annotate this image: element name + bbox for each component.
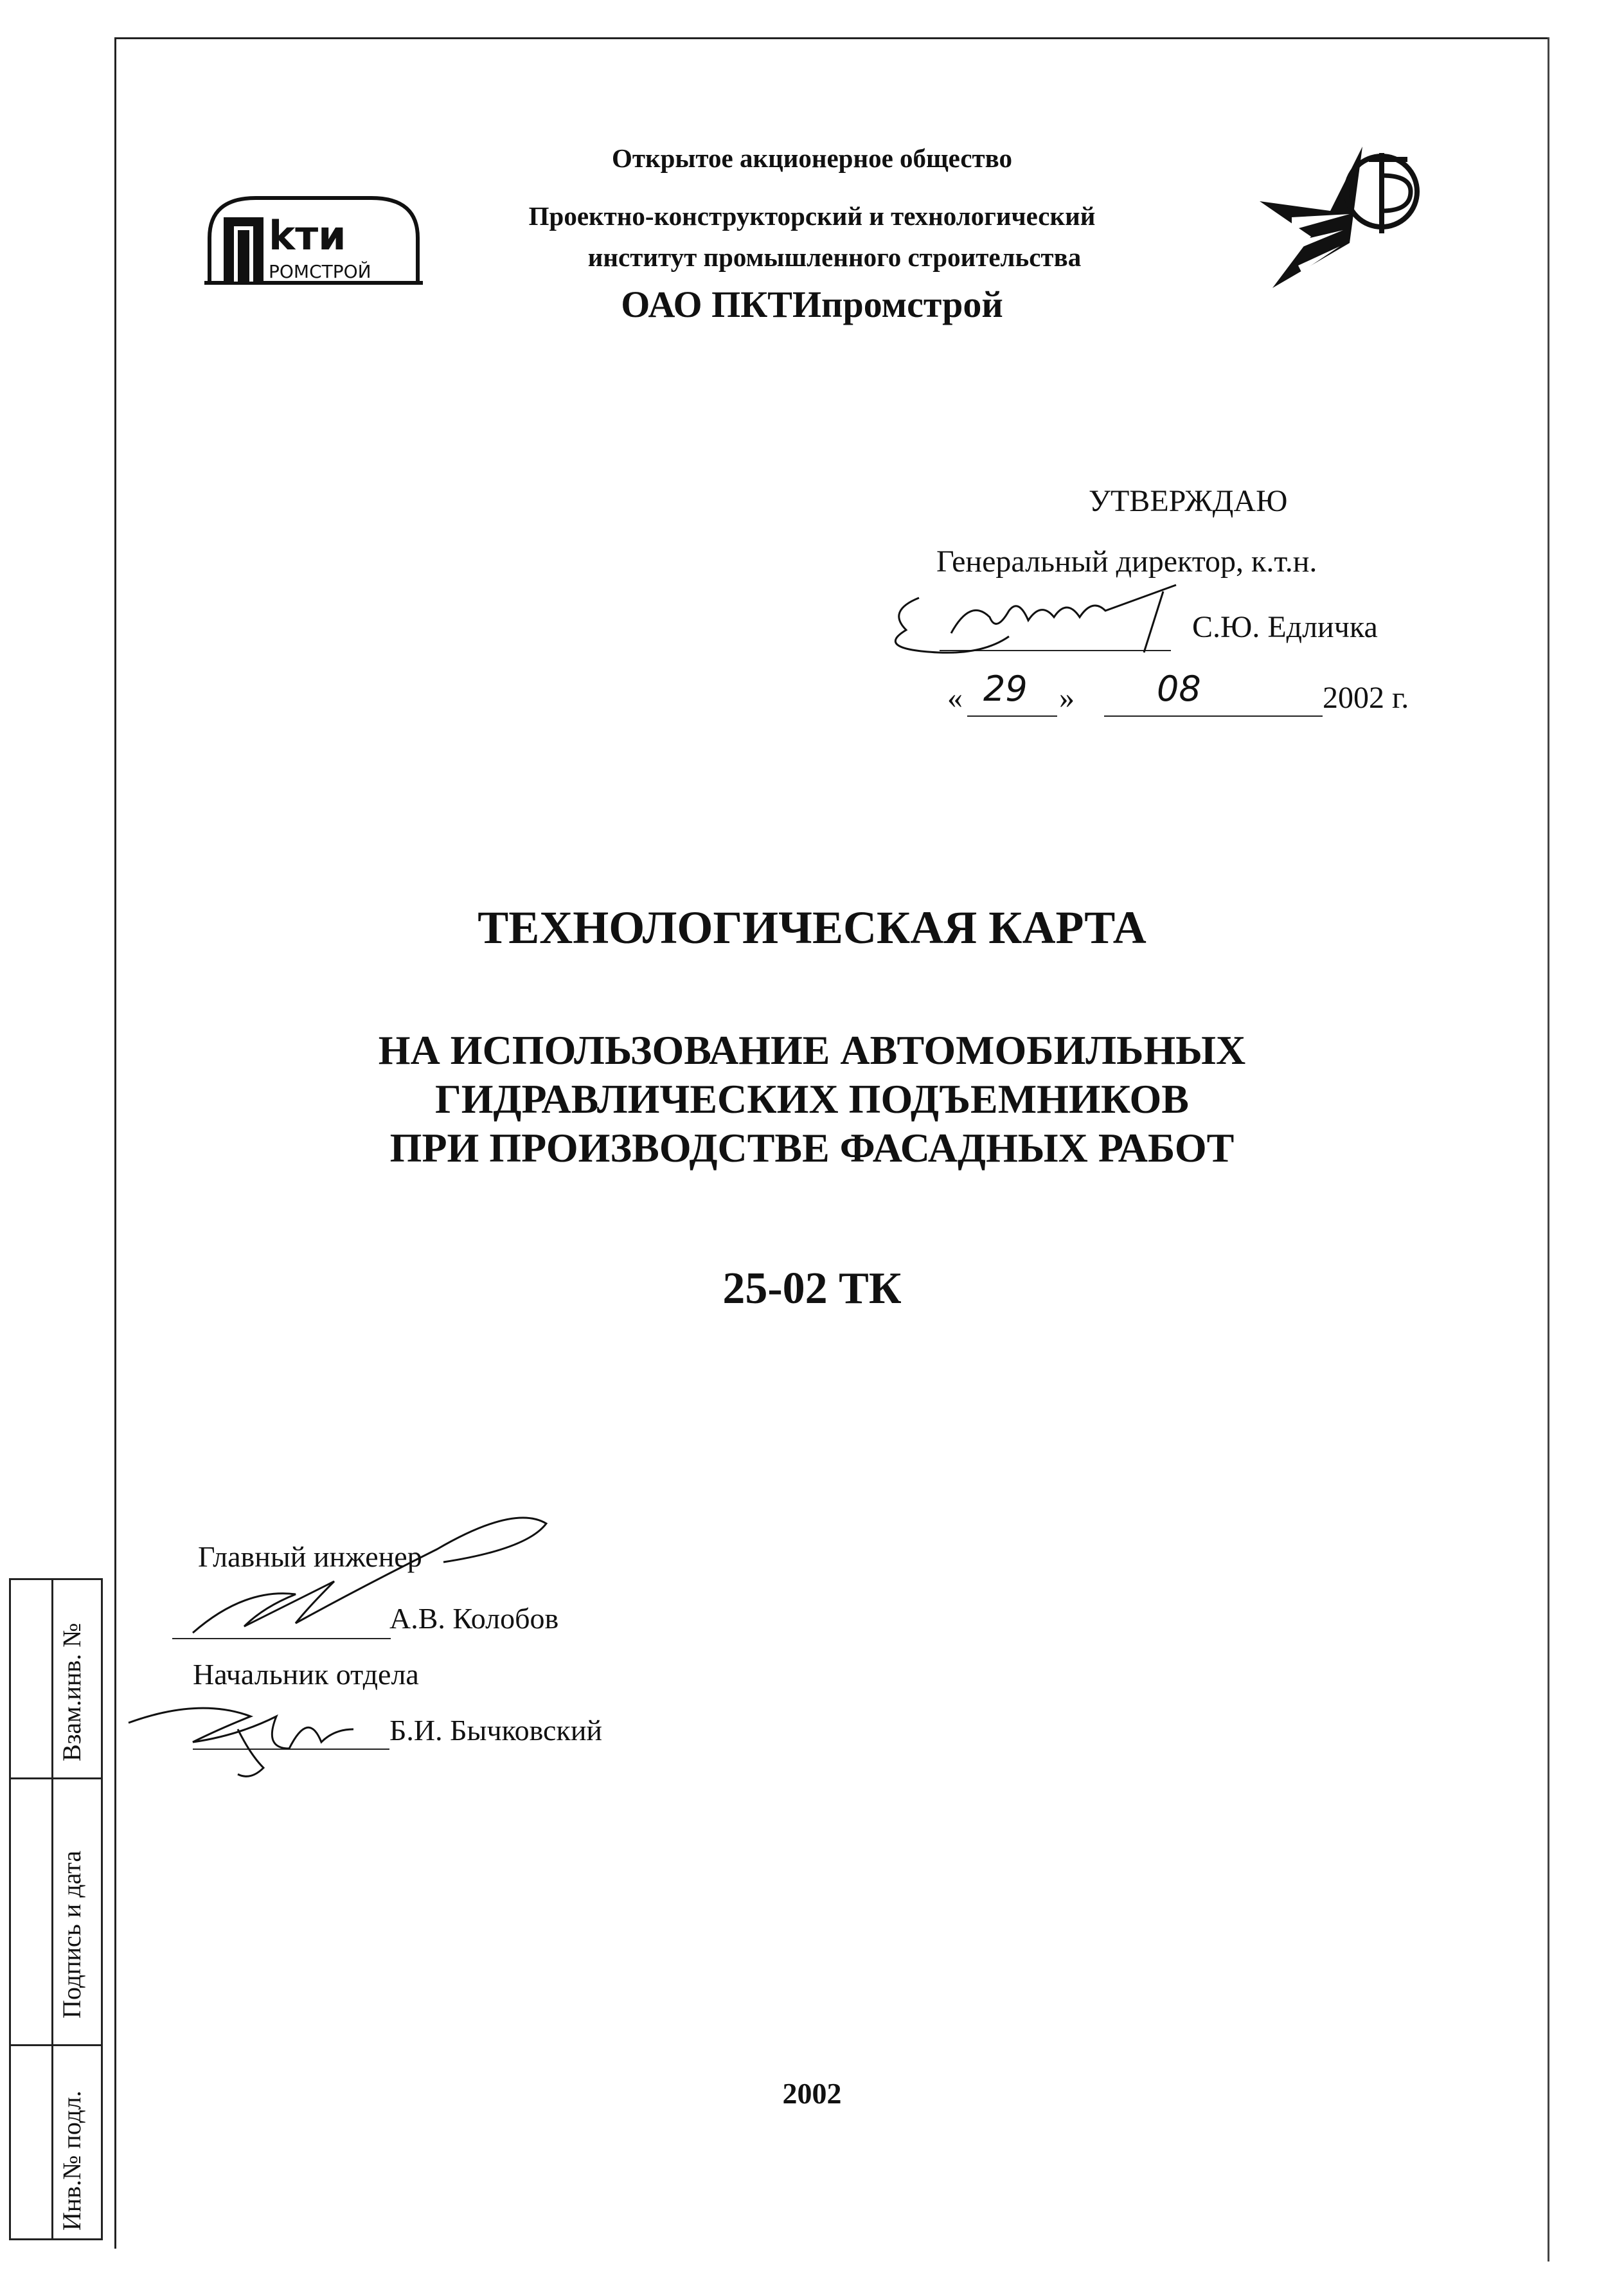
chief-engineer-name: А.В. Колобов	[389, 1602, 559, 1635]
subtitle-line-3: ПРИ ПРОИЗВОДСТВЕ ФАСАДНЫХ РАБОТ	[389, 1125, 1235, 1171]
director-name: С.Ю. Едличка	[1192, 610, 1378, 644]
stamp-column-divider	[51, 1578, 53, 2240]
stamp-replacement-inventory-label: Взам.инв. №	[57, 1623, 86, 1761]
director-signature	[880, 572, 1215, 669]
subtitle-line-2: ГИДРАВЛИЧЕСКИХ ПОДЪЕМНИКОВ	[435, 1076, 1189, 1122]
stamp-divider	[9, 1777, 103, 1779]
stamp-box	[9, 1578, 103, 2240]
document-code: 25-02 ТК	[722, 1264, 902, 1313]
logo-text-top: kти	[269, 212, 346, 259]
subtitle-line-1: НА ИСПОЛЬЗОВАНИЕ АВТОМОБИЛЬНЫХ	[378, 1027, 1246, 1073]
logo-text-bottom: РОМСТРОЙ	[269, 261, 371, 282]
approval-title: УТВЕРЖДАЮ	[1089, 484, 1288, 518]
chief-engineer-label: Главный инженер	[198, 1540, 422, 1573]
document-subtitle	[0, 1026, 1624, 1173]
stamp-divider	[9, 2044, 103, 2046]
org-name-line2: институт промышленного строительства	[587, 242, 1082, 272]
date-day-line	[967, 715, 1057, 717]
document-title: ТЕХНОЛОГИЧЕСКАЯ КАРТА	[477, 902, 1147, 953]
head-of-department-signature	[122, 1671, 405, 1787]
org-type: Открытое акционерное общество	[611, 143, 1013, 173]
stamp-signature-date-label: Подпись и дата	[57, 1850, 86, 2019]
head-of-department-name: Б.И. Бычковский	[389, 1714, 603, 1747]
org-name-line1: Проектно-конструкторский и технологический	[528, 201, 1096, 231]
date-month-line	[1104, 715, 1323, 717]
page-frame-top	[114, 37, 1549, 39]
monogram-star-logo	[1253, 140, 1420, 294]
date-year: 2002 г.	[1323, 681, 1409, 715]
stamp-original-inventory-label: Инв.№ подл.	[57, 2091, 86, 2231]
document-year: 2002	[782, 2077, 842, 2110]
chief-engineer-signature	[167, 1511, 566, 1646]
org-abbreviation: ОАО ПКТИпромстрой	[621, 283, 1003, 325]
date-close-quote: »	[1059, 681, 1075, 715]
head-of-department-label: Начальник отдела	[193, 1658, 419, 1691]
approval-position: Генеральный директор, к.т.н.	[936, 544, 1317, 579]
date-open-quote: «	[947, 681, 963, 715]
date-day: 29	[983, 669, 1028, 709]
date-month: 08	[1157, 669, 1201, 709]
